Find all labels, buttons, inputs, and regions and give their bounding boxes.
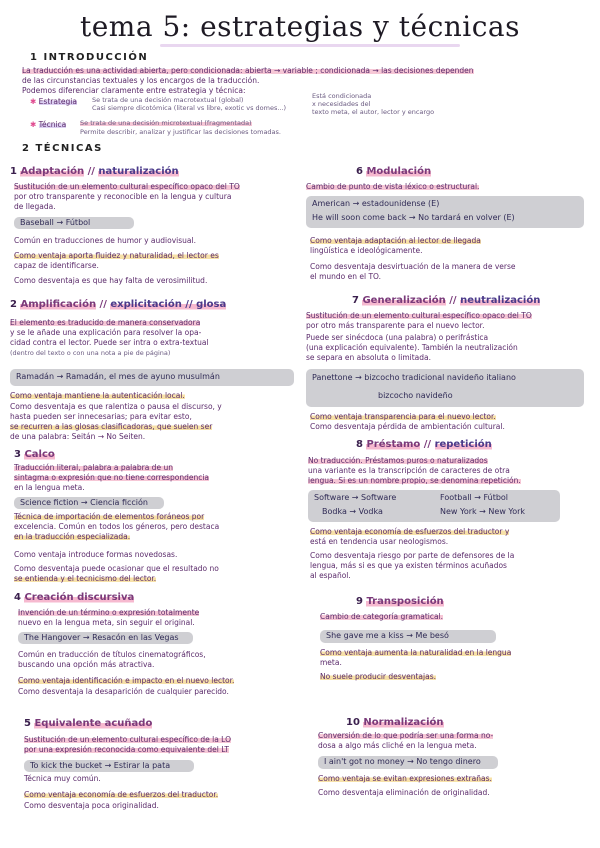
section-8-note-2: está en tendencia usar neologismos.	[310, 537, 449, 546]
page-title: tema 5: estrategias y técnicas	[79, 10, 520, 43]
section-8-example-b2: New York → New York	[440, 507, 526, 516]
section-9-note-1: Como ventaja aumenta la naturalidad en la lengua	[320, 648, 512, 657]
section-10-example: I ain't got no money → No tengo dinero	[324, 757, 481, 766]
section-3-note-5: Como desventaja puede ocasionar que el resultado no	[14, 564, 219, 573]
section-7-desc-5: se separa en absoluta o limitada.	[306, 353, 432, 362]
section-10-desc-2: dosa a algo más cliché en la lengua meta.	[318, 741, 477, 750]
section-8-example-a1: Software → Software	[314, 493, 397, 502]
section-2-desc-2: y se le añade una explicación para resolver la opa-	[10, 328, 202, 337]
section-4-example-box	[18, 632, 193, 644]
section-2-desc-1: El elemento es traducido de manera conservadora	[10, 318, 201, 327]
section-3-desc-3: en la lengua meta.	[14, 483, 85, 492]
section-6-title: 6 Modulación	[356, 166, 432, 177]
estrategia-label: ✱ Estrategia	[30, 97, 77, 106]
section-5-note-2: Como ventaja economía de esfuerzos del traductor.	[24, 790, 219, 799]
section-6-example-box	[306, 196, 584, 228]
section-3-note-4: Como ventaja introduce formas novedosas.	[14, 550, 178, 559]
section-3-title: 3 Calco	[14, 449, 55, 460]
estrategia-point-2: Casi siempre dicotómica (literal vs libre, exotic vs domes...)	[92, 104, 287, 112]
section-3-note-2: excelencia. Común en todos los géneros, pero destaca	[14, 522, 220, 531]
section-4-desc-2: nuevo en la lengua meta, sin seguir el original.	[18, 618, 195, 627]
section-4-title: 4 Creación discursiva	[14, 592, 135, 603]
section-4-note-3: Como ventaja identificación e impacto en el nuevo lector.	[18, 676, 235, 685]
section-2-note-2: Como desventaja es que ralentiza o pausa el discurso, y	[10, 402, 222, 411]
section-2-note-4: se recurren a las glosas clasificadoras, que suelen ser	[10, 422, 213, 431]
section-4-note-2: buscando una opción más atractiva.	[18, 660, 155, 669]
section-8-example-a2: Football → Fútbol	[440, 493, 509, 502]
section-8-desc-3: lengua. Si es un nombre propio, se denomina repetición.	[308, 476, 521, 485]
section-2-desc-4: (dentro del texto o con una nota a pie de página)	[10, 349, 171, 357]
section-8-title: 8 Préstamo // repetición	[356, 439, 492, 450]
section-8-desc-1: No traducción. Préstamos puros o naturalizados	[308, 456, 488, 465]
section-3-example-box	[14, 497, 164, 509]
tecnicas-heading: 2 TÉCNICAS	[22, 143, 103, 154]
section-3-desc-1: Traducción literal, palabra a palabra de un	[14, 463, 173, 472]
section-5-desc-1: Sustitución de un elemento cultural específico de la LO	[24, 735, 231, 744]
section-2-note-5: de una palabra: Seitán → No Seiten.	[10, 432, 146, 441]
section-8-desc-2: una variante es la transcripción de caracteres de otra	[308, 466, 510, 475]
section-2-note-1: Como ventaja mantiene la autenticación local.	[10, 391, 185, 400]
section-7-example-2: bizcocho navideño	[378, 391, 453, 400]
section-9-note-3: No suele producir desventajas.	[320, 672, 436, 681]
section-8-note-4: lengua, más si es que ya existen términos acuñados	[310, 561, 507, 570]
intro-line-3: Podemos diferenciar claramente entre estrategia y técnica:	[22, 86, 246, 95]
section-3-note-6: se entienda y el tecnicismo del lector.	[14, 574, 157, 583]
section-9-title: 9 Transposición	[356, 596, 444, 607]
section-5-note-1: Técnica muy común.	[24, 774, 101, 783]
section-7-desc-1: Sustitución de un elemento cultural específico opaco del TO	[306, 311, 532, 320]
section-8-note-5: al español.	[310, 571, 351, 580]
section-7-example-box	[306, 369, 584, 407]
estrategia-side-2: x necesidades del	[312, 100, 371, 108]
section-4-desc-1: Invención de un término o expresión totalmente	[18, 608, 200, 617]
section-8-example-box	[308, 490, 560, 522]
section-9-note-2: meta.	[320, 658, 342, 667]
section-1-note-1: Común en traducciones de humor y audiovisual.	[14, 236, 196, 245]
section-2-example: Ramadán → Ramadán, el mes de ayuno musulmán	[16, 372, 220, 381]
intro-line-1: La traducción es una actividad abierta, pero condicionada: abierta → variable ; condicionada → las decisiones dependen	[22, 66, 474, 75]
section-2-example-box	[10, 369, 294, 386]
section-6-note-4: el mundo en el TO.	[310, 272, 382, 281]
section-6-note-3: Como desventaja desvirtuación de la manera de verse	[310, 262, 516, 271]
section-7-desc-4: (una explicación equivalente). También la neutralización	[306, 343, 518, 352]
section-2-desc-3: cidad contra el lector. Puede ser intra o extra-textual	[10, 338, 209, 347]
section-1-note-3: capaz de identificarse.	[14, 261, 99, 270]
section-1-note-4: Como desventaja es que hay falta de verosimilitud.	[14, 276, 208, 285]
section-8-note-3: Como desventaja riesgo por parte de defensores de la	[310, 551, 515, 560]
section-3-desc-2: sintagma o expresión que no tiene correspondencia	[14, 473, 209, 482]
intro-line-2: de las circunstancias textuales y los encargos de la traducción.	[22, 76, 260, 85]
estrategia-side-1: Está condicionada	[312, 92, 372, 100]
section-1-example-box	[14, 217, 134, 229]
section-10-note-1: Como ventaja se evitan expresiones extrañas.	[318, 774, 492, 783]
tecnica-label: ✱ Técnica	[30, 120, 67, 129]
section-1-title: 1 Adaptación // naturalización	[10, 166, 179, 177]
section-7-note-2: Como desventaja pérdida de ambientación cultural.	[310, 422, 505, 431]
section-6-example-2: He will soon come back → No tardará en volver (E)	[312, 213, 515, 222]
section-7-title: 7 Generalización // neutralización	[352, 295, 541, 306]
tecnica-point-1: Se trata de una decisión microtextual (fragmentada)	[80, 119, 252, 127]
section-8-example-b1: Bodka → Vodka	[322, 507, 383, 516]
section-3-note-3: en la traducción especializada.	[14, 532, 131, 541]
section-1-example: Baseball → Fútbol	[20, 218, 91, 227]
section-1-desc-2: por otro transparente y reconocible en la lengua y cultura	[14, 192, 232, 201]
section-4-note-1: Común en traducción de títulos cinematográficos,	[18, 650, 206, 659]
section-5-desc-2: por una expresión reconocida como equivalente del LT	[24, 745, 229, 754]
section-1-desc-1: Sustitución de un elemento cultural específico opaco del TO	[14, 182, 240, 191]
section-7-desc-2: por otro más transparente para el nuevo lector.	[306, 321, 485, 330]
section-9-example: She gave me a kiss → Me besó	[326, 631, 449, 640]
section-6-note-2: lingüística e ideológicamente.	[310, 246, 423, 255]
section-7-desc-3: Puede ser sinécdoca (una palabra) o perifrástica	[306, 333, 489, 342]
section-8-note-1: Como ventaja economía de esfuerzos del traductor y	[310, 527, 510, 536]
section-4-example: The Hangover → Resacón en las Vegas	[24, 633, 179, 642]
section-3-note-1: Técnica de importación de elementos foráneos por	[14, 512, 205, 521]
estrategia-point-1: Se trata de una decisión macrotextual (global)	[92, 96, 244, 104]
section-6-example-1: American → estadounidense (E)	[312, 199, 440, 208]
section-5-example-box	[24, 760, 194, 772]
intro-heading: 1 INTRODUCCIÓN	[30, 52, 149, 63]
section-7-note-1: Como ventaja transparencia para el nuevo lector.	[310, 412, 496, 421]
estrategia-side-3: texto meta, el autor, lector y encargo	[312, 108, 435, 116]
section-10-title: 10 Normalización	[346, 717, 444, 728]
section-4-note-4: Como desventaja la desaparición de cualquier parecido.	[18, 687, 229, 696]
section-9-desc-1: Cambio de categoría gramatical.	[320, 612, 444, 621]
title-underline	[160, 44, 460, 47]
section-2-note-3: hasta pueden ser innecesarias; para evitar esto,	[10, 412, 192, 421]
section-5-example: To kick the bucket → Estirar la pata	[30, 761, 171, 770]
section-10-example-box	[318, 756, 498, 769]
section-7-example-1: Panettone → bizcocho tradicional navideño italiano	[312, 373, 516, 382]
section-10-note-2: Como desventaja eliminación de originalidad.	[318, 788, 490, 797]
section-9-example-box	[320, 630, 496, 643]
section-1-desc-3: de llegada.	[14, 202, 56, 211]
section-6-desc-1: Cambio de punto de vista léxico o estructural.	[306, 182, 480, 191]
section-5-note-3: Como desventaja poca originalidad.	[24, 801, 159, 810]
section-1-note-2: Como ventaja aporta fluidez y naturalidad, el lector es	[14, 251, 219, 260]
section-10-desc-1: Conversión de lo que podría ser una forma no-	[318, 731, 494, 740]
section-2-title: 2 Amplificación // explicitación // glosa	[10, 299, 227, 310]
section-6-note-1: Como ventaja adaptación al lector de llegada	[310, 236, 481, 245]
section-5-title: 5 Equivalente acuñado	[24, 718, 153, 729]
tecnica-point-2: Permite describir, analizar y justificar las decisiones tomadas.	[80, 128, 281, 136]
section-3-example: Science fiction → Ciencia ficción	[20, 498, 148, 507]
